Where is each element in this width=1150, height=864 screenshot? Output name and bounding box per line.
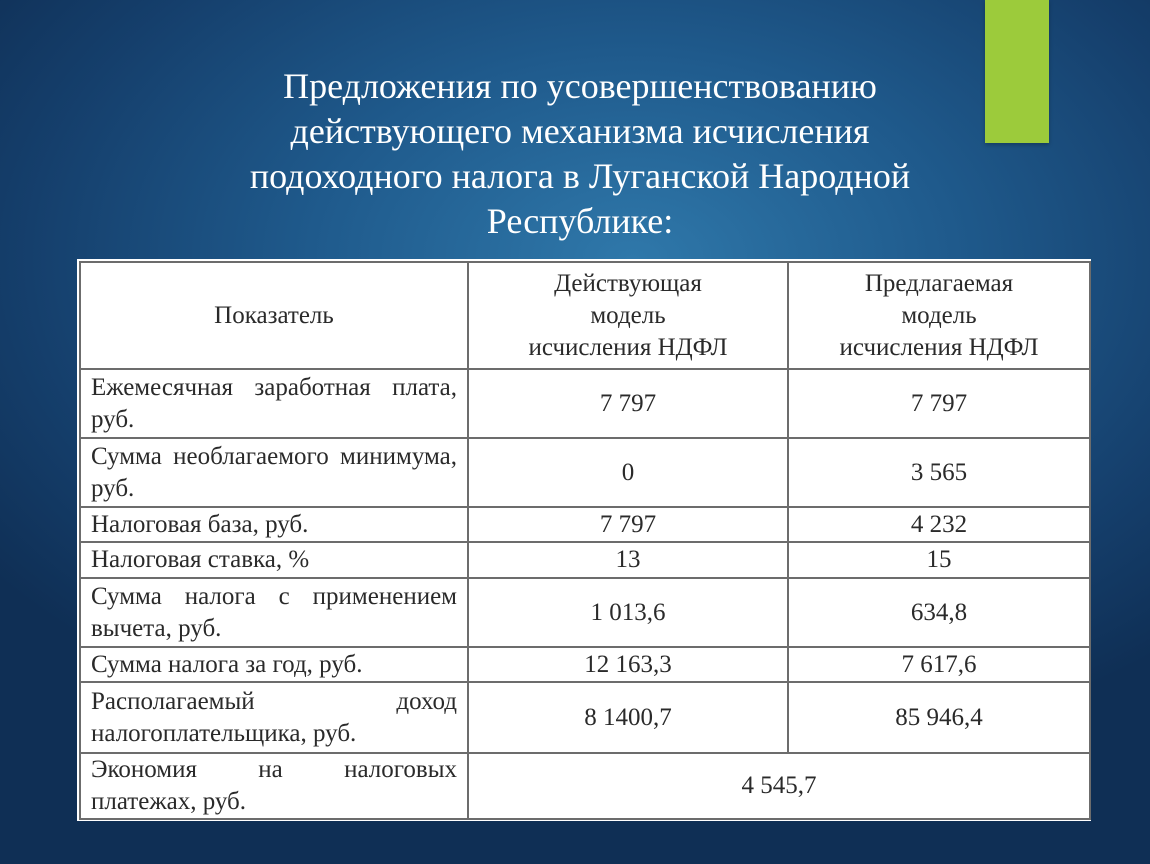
proposed-value: 3 565 xyxy=(788,438,1090,507)
current-value: 7 797 xyxy=(468,369,788,438)
table-row xyxy=(80,647,1090,682)
header-row xyxy=(80,262,1090,369)
proposed-value: 85 946,4 xyxy=(788,682,1090,753)
row-label: Сумма необлагаемого минимума, руб. xyxy=(80,438,468,507)
table-row xyxy=(80,507,1090,542)
header-proposed-model: Предлагаемая модель исчисления НДФЛ xyxy=(788,262,1090,369)
current-value: 8 1400,7 xyxy=(468,682,788,753)
row-label: Сумма налога с применением вычета, руб. xyxy=(80,578,468,647)
row-label: Располагаемый доход налогоплательщика, руб. xyxy=(80,682,468,753)
proposed-value: 15 xyxy=(788,542,1090,578)
savings-label: Экономия на налоговых платежах, руб. xyxy=(80,753,468,819)
row-label: Сумма налога за год, руб. xyxy=(80,647,468,682)
row-label: Налоговая ставка, % xyxy=(80,542,468,578)
row-label: Налоговая база, руб. xyxy=(80,507,468,542)
current-value: 1 013,6 xyxy=(468,578,788,647)
current-value: 7 797 xyxy=(468,507,788,542)
proposed-value: 634,8 xyxy=(788,578,1090,647)
header-current-model: Действующая модель исчисления НДФЛ xyxy=(468,262,788,369)
table-row xyxy=(80,369,1090,438)
slide-title: Предложения по усовершенствованию действующего механизма исчисления подоходного налога в Луганской Народной Республике: xyxy=(249,66,911,241)
header-indicator: Показатель xyxy=(80,262,468,369)
table-row xyxy=(80,438,1090,507)
current-value: 0 xyxy=(468,438,788,507)
savings-row xyxy=(80,753,1090,819)
table-row xyxy=(80,578,1090,647)
current-value: 13 xyxy=(468,542,788,578)
tax-comparison-table xyxy=(77,259,1091,821)
row-label: Ежемесячная заработная плата, руб. xyxy=(80,369,468,438)
proposed-value: 7 797 xyxy=(788,369,1090,438)
savings-value: 4 545,7 xyxy=(468,753,1090,819)
proposed-value: 4 232 xyxy=(788,507,1090,542)
current-value: 12 163,3 xyxy=(468,647,788,682)
table-row xyxy=(80,682,1090,753)
table-row xyxy=(80,542,1090,578)
proposed-value: 7 617,6 xyxy=(788,647,1090,682)
